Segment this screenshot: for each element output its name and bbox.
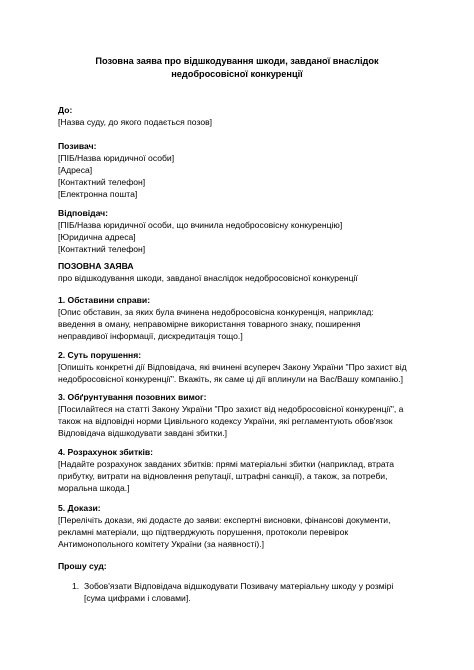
plaintiff-block <box>58 140 428 200</box>
request-heading <box>58 560 428 572</box>
plaintiff-email-field: [Електронна пошта] <box>58 189 138 199</box>
title-line: недобросовісної конкуренції <box>171 69 303 79</box>
defendant-phone-field: [Контактний телефон] <box>58 244 146 254</box>
plaintiff-phone-field: [Контактний телефон] <box>58 177 146 187</box>
plaintiff-name-field: [ПІБ/Назва юридичної особи] <box>58 153 175 163</box>
section-damages <box>58 446 428 494</box>
section-text-line: [Опишіть конкретні дії Відповідача, які вчинені всупереч Закону України "Про захист від <box>58 362 407 372</box>
section-heading: 2. Суть порушення: <box>58 350 142 360</box>
claim-header <box>58 260 428 284</box>
title-line: Позовна заява про відшкодування шкоди, завданої внаслідок <box>95 56 379 66</box>
request-item-number: 1. <box>72 581 80 591</box>
recipient-label: До: <box>58 105 73 115</box>
plaintiff-address-field: [Адреса] <box>58 165 93 175</box>
plaintiff-label: Позивач: <box>58 141 97 151</box>
section-text-line: Антимонопольного комітету України (за наявності).] <box>58 539 265 549</box>
defendant-name-field: [ПІБ/Назва юридичної особи, що вчинила недобросовісну конкуренцію] <box>58 220 343 230</box>
request-list <box>58 580 428 604</box>
section-text-line: недобросовісної конкуренції". Вкажіть, як саме ці дії вплинули на Вас/Вашу компанію.] <box>58 374 403 384</box>
request-items <box>58 580 428 604</box>
request-item-text: Зобов'язати Відповідача відшкодувати Позивачу матеріальну шкоду у розмірі <box>84 581 394 591</box>
section-text-line: Відповідача відшкодувати завдані збитки.] <box>58 428 228 438</box>
defendant-block <box>58 207 428 255</box>
section-text-line: [Посилайтеся на статті Закону України "Про захист від недобросовісної конкуренції", а <box>58 404 404 414</box>
section-evidence <box>58 502 428 550</box>
defendant-address-field: [Юридична адреса] <box>58 232 136 242</box>
section-text-line: неправдивої інформації, дискредитація тощо.] <box>58 331 243 341</box>
section-text-line: введення в оману, неправомірне використання товарного знаку, поширення <box>58 319 361 329</box>
section-justification <box>58 391 428 439</box>
claim-subheading: про відшкодування шкоди, завданої внаслідок недобросовісної конкуренції <box>58 273 358 283</box>
section-heading: 5. Докази: <box>58 503 101 513</box>
section-text-line: [Перелічіть докази, які додасте до заяви: експертні висновки, фінансові документи, <box>58 515 391 525</box>
section-text-line: також на відповідні норми Цивільного кодексу України, які регламентують обов'язок <box>58 416 393 426</box>
section-violation <box>58 349 428 385</box>
section-heading: 1. Обставини справи: <box>58 295 151 305</box>
section-circumstances <box>58 294 428 342</box>
document-title <box>58 55 416 81</box>
section-text-line: [Опис обставин, за яких була вчинена недобросовісна конкуренція, наприклад: <box>58 307 374 317</box>
claim-heading: ПОЗОВНА ЗАЯВА <box>58 261 134 271</box>
defendant-label: Відповідач: <box>58 208 109 218</box>
request-item-text: [сума цифрами і словами]. <box>84 593 191 603</box>
section-text-line: прибутку, витрати на відновлення репутації, штрафні санкції), а також, за потреби, <box>58 471 388 481</box>
section-heading: 4. Розрахунок збитків: <box>58 447 153 457</box>
request-heading-text: Прошу суд: <box>58 561 107 571</box>
section-text-line: [Надайте розрахунок завданих збитків: прямі матеріальні збитки (наприклад, втрата <box>58 459 395 469</box>
court-name-field: [Назва суду, до якого подається позов] <box>58 117 213 127</box>
section-text-line: рекламні матеріали, що підтверджують порушення, протоколи перевірок <box>58 527 349 537</box>
recipient-block <box>58 104 428 128</box>
section-heading: 3. Обґрунтування позовних вимог: <box>58 392 207 402</box>
request-item <box>58 580 428 604</box>
section-text-line: моральна шкода.] <box>58 483 130 493</box>
